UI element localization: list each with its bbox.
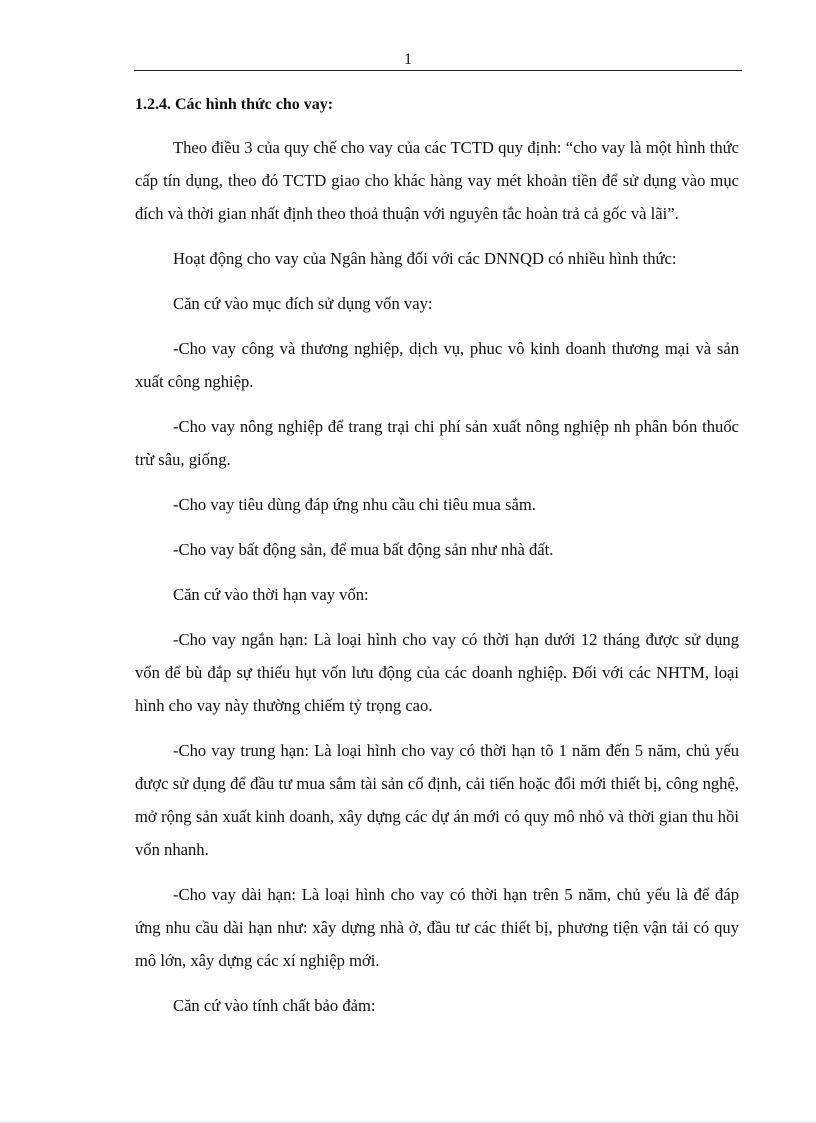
paragraph-definition: Theo điều 3 của quy chế cho vay của các TCTD quy định: “cho vay là một hình thức cấp tín dụng, theo đó TCTD giao cho khác hàng vay mét khoản tiền để sử dụng vào mục đích và thời gian nhất định theo thoả thuận với nguyên tắc hoàn trả cả gốc và lãi”. bbox=[135, 138, 739, 223]
header-rule bbox=[134, 70, 742, 71]
paragraph-forms-intro: Hoạt động cho vay của Ngân hàng đối với các DNNQD có nhiều hình thức: bbox=[173, 249, 677, 268]
document-body bbox=[135, 93, 739, 1034]
paragraph-term-basis: Căn cứ vào thời hạn vay vốn: bbox=[173, 585, 369, 604]
list-item-consumer-loan: -Cho vay tiêu dùng đáp ứng nhu cầu chi tiêu mua sắm. bbox=[173, 495, 536, 514]
section-heading: 1.2.4. Các hình thức cho vay: bbox=[135, 96, 334, 113]
paragraph-collateral-basis: Căn cứ vào tính chất bảo đảm: bbox=[173, 996, 376, 1015]
list-item-real-estate-loan: -Cho vay bất động sản, để mua bất động sản như nhà đất. bbox=[173, 540, 554, 559]
page-number: 1 bbox=[404, 51, 412, 68]
list-item-agriculture-loan: -Cho vay nông nghiệp để trang trại chi phí sản xuất nông nghiệp nh phân bón thuốc trừ sâu, giống. bbox=[135, 417, 739, 469]
paragraph-purpose-basis: Căn cứ vào mục đích sử dụng vốn vay: bbox=[173, 294, 433, 313]
list-item-commerce-loan: -Cho vay công và thương nghiệp, dịch vụ, phuc vô kinh doanh thương mại và sản xuất công nghiệp. bbox=[135, 339, 739, 391]
list-item-medium-term-loan: -Cho vay trung hạn: Là loại hình cho vay có thời hạn tõ 1 năm đến 5 năm, chủ yếu được sử dụng để đầu tư mua sắm tài sản cố định, cải tiến hoặc đổi mới thiết bị, công nghệ, mở rộng sản xuất kinh doanh, xây dựng các dự án mới có quy mô nhỏ và thời gian thu hồi vốn nhanh. bbox=[135, 741, 739, 859]
list-item-short-term-loan: -Cho vay ngắn hạn: Là loại hình cho vay có thời hạn dưới 12 tháng được sử dụng vốn để bù đắp sự thiếu hụt vốn lưu động của các doanh nghiệp. Đối với các NHTM, loại hình cho vay này thường chiếm tỷ trọng cao. bbox=[135, 630, 739, 715]
list-item-long-term-loan: -Cho vay dài hạn: Là loại hình cho vay có thời hạn trên 5 năm, chủ yếu là để đáp ứng nhu cầu dài hạn như: xây dựng nhà ở, đầu tư các thiết bị, phương tiện vận tải có quy mô lớn, xây dựng các xí nghiệp mới. bbox=[135, 885, 739, 970]
